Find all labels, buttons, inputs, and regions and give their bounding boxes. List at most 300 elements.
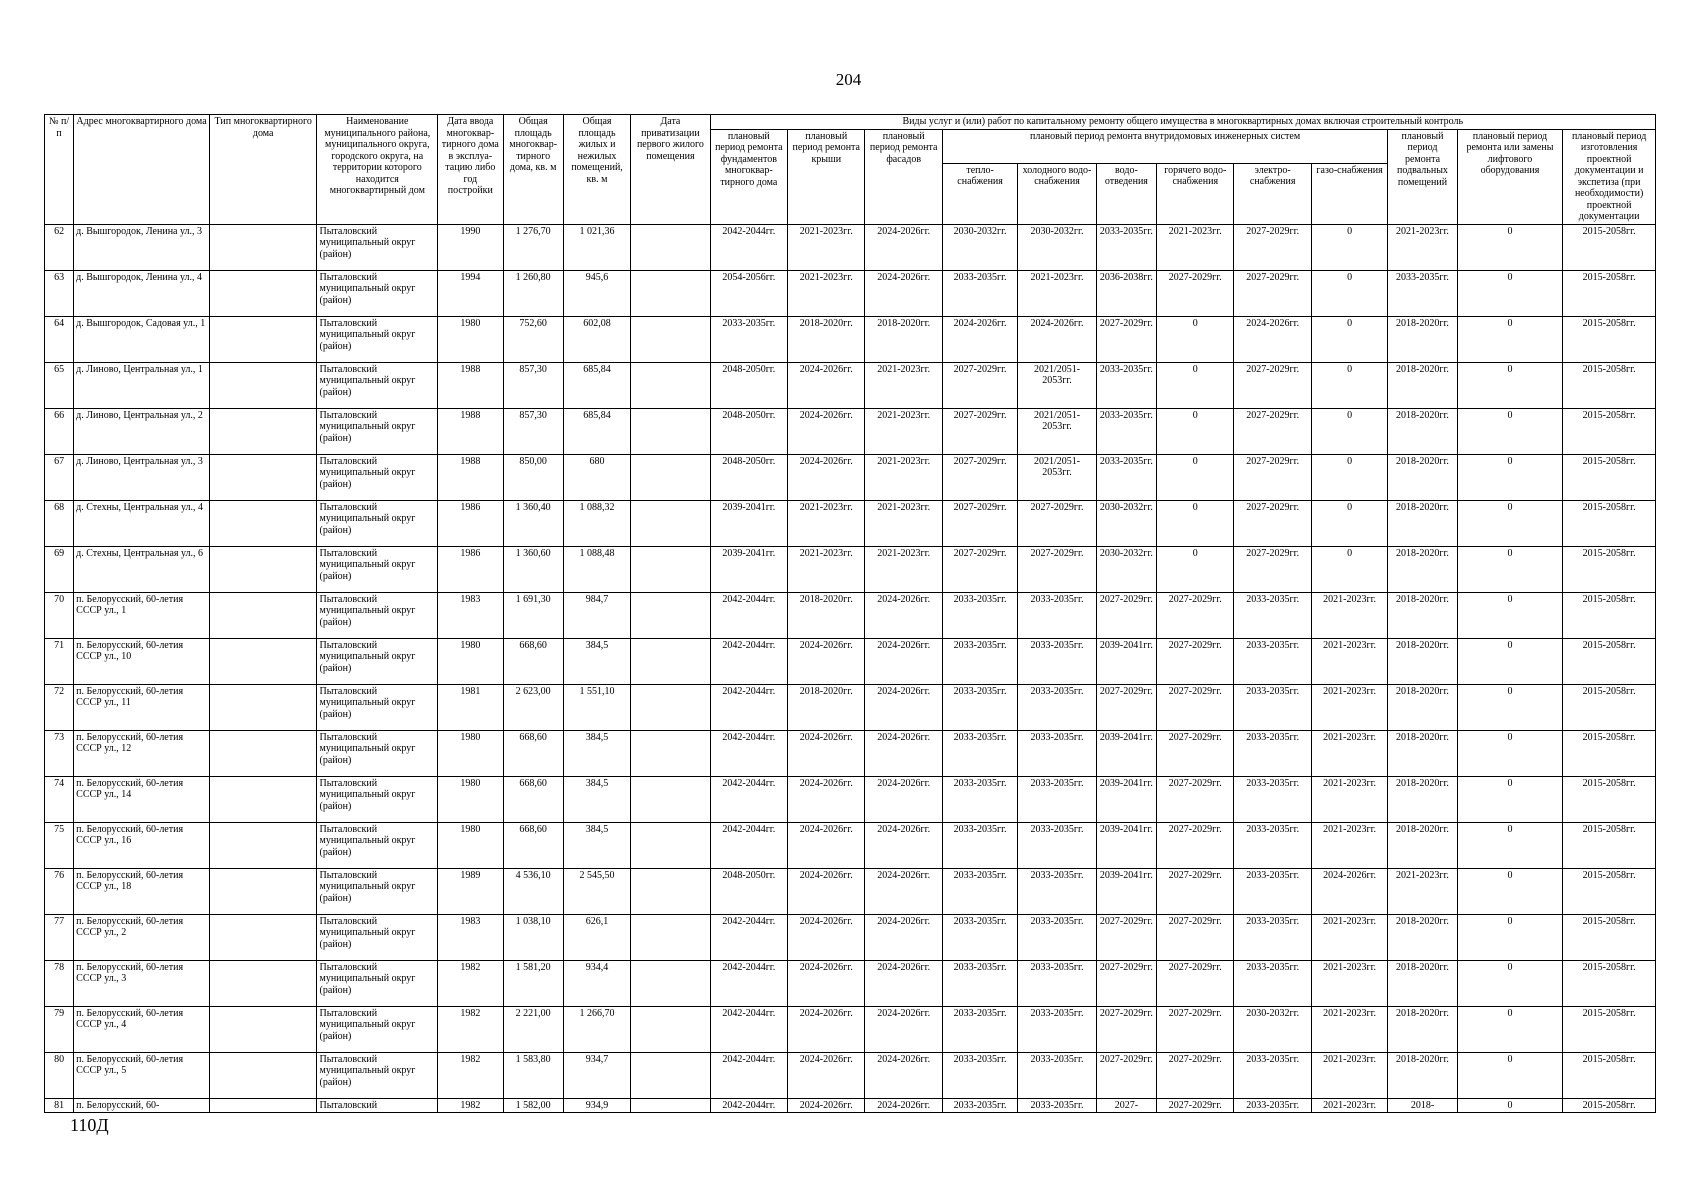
- drainage-cell: 2027-2029гг.: [1096, 592, 1156, 638]
- basement-cell: 2018-2020гг.: [1388, 684, 1457, 730]
- electric-cell: 2033-2035гг.: [1234, 776, 1311, 822]
- table-row: [45, 730, 1656, 776]
- premises-area-cell: 2 545,50: [563, 868, 630, 914]
- header-hot-water: горячего водо-снабжения: [1157, 163, 1234, 224]
- page-number: 204: [835, 70, 862, 89]
- heat-cell: 2033-2035гг.: [942, 1052, 1017, 1098]
- basement-cell: 2018-2020гг.: [1388, 1006, 1457, 1052]
- year-cell: 1989: [438, 868, 503, 914]
- facade-cell: 2024-2026гг.: [865, 914, 942, 960]
- basement-cell: 2018-2020гг.: [1388, 1052, 1457, 1098]
- district-cell: Пыталовский муниципальный округ (район): [317, 592, 438, 638]
- basement-cell: 2018-: [1388, 1098, 1457, 1112]
- year-cell: 1988: [438, 408, 503, 454]
- drainage-cell: 2039-2041гг.: [1096, 776, 1156, 822]
- header-num: № п/п: [45, 115, 74, 225]
- header-systems-group: плановый период ремонта внутридомовых инженерных систем: [942, 129, 1387, 163]
- privatization-cell: [631, 776, 710, 822]
- gas-cell: 0: [1311, 408, 1387, 454]
- elevator-cell: 0: [1457, 1006, 1563, 1052]
- year-cell: 1982: [438, 960, 503, 1006]
- elevator-cell: 0: [1457, 960, 1563, 1006]
- address-cell: п. Белорусский, 60-летия СССР ул., 11: [74, 684, 210, 730]
- roof-cell: 2018-2020гг.: [788, 592, 865, 638]
- header-heat: тепло-снабжения: [942, 163, 1017, 224]
- facade-cell: 2024-2026гг.: [865, 960, 942, 1006]
- year-cell: 1986: [438, 546, 503, 592]
- total-area-cell: 668,60: [503, 730, 563, 776]
- premises-area-cell: 384,5: [563, 822, 630, 868]
- cold-water-cell: 2033-2035гг.: [1018, 1052, 1096, 1098]
- cold-water-cell: 2033-2035гг.: [1018, 592, 1096, 638]
- roof-cell: 2024-2026гг.: [788, 730, 865, 776]
- electric-cell: 2024-2026гг.: [1234, 316, 1311, 362]
- premises-area-cell: 1 021,36: [563, 224, 630, 270]
- district-cell: Пыталовский муниципальный округ (район): [317, 684, 438, 730]
- gas-cell: 0: [1311, 224, 1387, 270]
- row-number: 64: [45, 316, 74, 362]
- basement-cell: 2018-2020гг.: [1388, 592, 1457, 638]
- address-cell: д. Вышгородок, Садовая ул., 1: [74, 316, 210, 362]
- facade-cell: 2024-2026гг.: [865, 868, 942, 914]
- elevator-cell: 0: [1457, 592, 1563, 638]
- elevator-cell: 0: [1457, 270, 1563, 316]
- hot-water-cell: 0: [1157, 500, 1234, 546]
- gas-cell: 2021-2023гг.: [1311, 638, 1387, 684]
- foundation-cell: 2042-2044гг.: [710, 822, 787, 868]
- district-cell: Пыталовский муниципальный округ (район): [317, 546, 438, 592]
- drainage-cell: 2039-2041гг.: [1096, 730, 1156, 776]
- drainage-cell: 2033-2035гг.: [1096, 224, 1156, 270]
- hot-water-cell: 2027-2029гг.: [1157, 684, 1234, 730]
- heat-cell: 2033-2035гг.: [942, 776, 1017, 822]
- basement-cell: 2021-2023гг.: [1388, 224, 1457, 270]
- row-number: 75: [45, 822, 74, 868]
- address-cell: п. Белорусский, 60-летия СССР ул., 5: [74, 1052, 210, 1098]
- gas-cell: 2021-2023гг.: [1311, 592, 1387, 638]
- row-number: 78: [45, 960, 74, 1006]
- gas-cell: 0: [1311, 546, 1387, 592]
- elevator-cell: 0: [1457, 914, 1563, 960]
- facade-cell: 2021-2023гг.: [865, 546, 942, 592]
- address-cell: п. Белорусский, 60-летия СССР ул., 10: [74, 638, 210, 684]
- foundation-cell: 2048-2050гг.: [710, 868, 787, 914]
- heat-cell: 2027-2029гг.: [942, 408, 1017, 454]
- privatization-cell: [631, 1098, 710, 1112]
- address-cell: д. Стехны, Центральная ул., 4: [74, 500, 210, 546]
- header-foundation: плановый период ремонта фундаментов многоквар-тирного дома: [710, 129, 787, 224]
- foundation-cell: 2048-2050гг.: [710, 454, 787, 500]
- electric-cell: 2027-2029гг.: [1234, 500, 1311, 546]
- district-cell: Пыталовский муниципальный округ (район): [317, 960, 438, 1006]
- drainage-cell: 2039-2041гг.: [1096, 638, 1156, 684]
- roof-cell: 2018-2020гг.: [788, 684, 865, 730]
- total-area-cell: 1 582,00: [503, 1098, 563, 1112]
- privatization-cell: [631, 362, 710, 408]
- district-cell: Пыталовский муниципальный округ (район): [317, 1006, 438, 1052]
- premises-area-cell: 984,7: [563, 592, 630, 638]
- row-number: 77: [45, 914, 74, 960]
- heat-cell: 2027-2029гг.: [942, 362, 1017, 408]
- gas-cell: 2021-2023гг.: [1311, 1006, 1387, 1052]
- total-area-cell: 668,60: [503, 638, 563, 684]
- type-cell: [209, 684, 317, 730]
- year-cell: 1980: [438, 316, 503, 362]
- project-docs-cell: 2015-2058гг.: [1563, 362, 1656, 408]
- basement-cell: 2018-2020гг.: [1388, 776, 1457, 822]
- capital-repair-table: [44, 114, 1656, 1113]
- gas-cell: 2021-2023гг.: [1311, 776, 1387, 822]
- electric-cell: 2033-2035гг.: [1234, 1098, 1311, 1112]
- privatization-cell: [631, 638, 710, 684]
- district-cell: Пыталовский муниципальный округ (район): [317, 454, 438, 500]
- table-row: [45, 1006, 1656, 1052]
- facade-cell: 2024-2026гг.: [865, 776, 942, 822]
- drainage-cell: 2027-2029гг.: [1096, 684, 1156, 730]
- heat-cell: 2033-2035гг.: [942, 638, 1017, 684]
- gas-cell: 0: [1311, 454, 1387, 500]
- foundation-cell: 2039-2041гг.: [710, 500, 787, 546]
- year-cell: 1980: [438, 638, 503, 684]
- hot-water-cell: 0: [1157, 454, 1234, 500]
- roof-cell: 2021-2023гг.: [788, 500, 865, 546]
- privatization-cell: [631, 868, 710, 914]
- privatization-cell: [631, 914, 710, 960]
- elevator-cell: 0: [1457, 868, 1563, 914]
- roof-cell: 2024-2026гг.: [788, 454, 865, 500]
- address-cell: п. Белорусский, 60-летия СССР ул., 16: [74, 822, 210, 868]
- table-row: [45, 776, 1656, 822]
- basement-cell: 2018-2020гг.: [1388, 316, 1457, 362]
- elevator-cell: 0: [1457, 408, 1563, 454]
- roof-cell: 2024-2026гг.: [788, 408, 865, 454]
- premises-area-cell: 685,84: [563, 408, 630, 454]
- district-cell: Пыталовский муниципальный округ (район): [317, 1052, 438, 1098]
- roof-cell: 2021-2023гг.: [788, 224, 865, 270]
- header-type: Тип многоквартирного дома: [209, 115, 317, 225]
- facade-cell: 2024-2026гг.: [865, 1052, 942, 1098]
- type-cell: [209, 316, 317, 362]
- roof-cell: 2024-2026гг.: [788, 362, 865, 408]
- type-cell: [209, 914, 317, 960]
- address-cell: п. Белорусский, 60-летия СССР ул., 3: [74, 960, 210, 1006]
- hot-water-cell: 2027-2029гг.: [1157, 776, 1234, 822]
- project-docs-cell: 2015-2058гг.: [1563, 500, 1656, 546]
- drainage-cell: 2039-2041гг.: [1096, 868, 1156, 914]
- premises-area-cell: 602,08: [563, 316, 630, 362]
- table-row: [45, 546, 1656, 592]
- district-cell: Пыталовский муниципальный округ (район): [317, 224, 438, 270]
- district-cell: Пыталовский муниципальный округ (район): [317, 500, 438, 546]
- roof-cell: 2018-2020гг.: [788, 316, 865, 362]
- address-cell: п. Белорусский, 60-летия СССР ул., 2: [74, 914, 210, 960]
- project-docs-cell: 2015-2058гг.: [1563, 822, 1656, 868]
- total-area-cell: 2 221,00: [503, 1006, 563, 1052]
- basement-cell: 2018-2020гг.: [1388, 408, 1457, 454]
- cold-water-cell: 2033-2035гг.: [1018, 822, 1096, 868]
- cold-water-cell: 2033-2035гг.: [1018, 776, 1096, 822]
- elevator-cell: 0: [1457, 546, 1563, 592]
- type-cell: [209, 1098, 317, 1112]
- hot-water-cell: 0: [1157, 362, 1234, 408]
- total-area-cell: 1 276,70: [503, 224, 563, 270]
- header-facade: плановый период ремонта фасадов: [865, 129, 942, 224]
- hot-water-cell: 2027-2029гг.: [1157, 270, 1234, 316]
- address-cell: п. Белорусский, 60-: [74, 1098, 210, 1112]
- total-area-cell: 752,60: [503, 316, 563, 362]
- roof-cell: 2024-2026гг.: [788, 868, 865, 914]
- row-number: 65: [45, 362, 74, 408]
- total-area-cell: 857,30: [503, 362, 563, 408]
- header-commission-date: Дата ввода многоквар-тирного дома в эксплуа-тацию либо год постройки: [438, 115, 503, 225]
- district-cell: Пыталовский муниципальный округ (район): [317, 822, 438, 868]
- cold-water-cell: 2033-2035гг.: [1018, 684, 1096, 730]
- header-district: Наименование муниципального района, муниципального округа, городского округа, на территории которого находится многоквартирный дом: [317, 115, 438, 225]
- hot-water-cell: 2027-2029гг.: [1157, 730, 1234, 776]
- foundation-cell: 2048-2050гг.: [710, 408, 787, 454]
- drainage-cell: 2033-2035гг.: [1096, 408, 1156, 454]
- privatization-cell: [631, 500, 710, 546]
- address-cell: д. Линово, Центральная ул., 2: [74, 408, 210, 454]
- project-docs-cell: 2015-2058гг.: [1563, 868, 1656, 914]
- elevator-cell: 0: [1457, 822, 1563, 868]
- drainage-cell: 2030-2032гг.: [1096, 500, 1156, 546]
- district-cell: Пыталовский муниципальный округ (район): [317, 316, 438, 362]
- address-cell: д. Стехны, Центральная ул., 6: [74, 546, 210, 592]
- basement-cell: 2018-2020гг.: [1388, 362, 1457, 408]
- row-number: 79: [45, 1006, 74, 1052]
- gas-cell: 2021-2023гг.: [1311, 1098, 1387, 1112]
- gas-cell: 2021-2023гг.: [1311, 1052, 1387, 1098]
- project-docs-cell: 2015-2058гг.: [1563, 316, 1656, 362]
- drainage-cell: 2030-2032гг.: [1096, 546, 1156, 592]
- hot-water-cell: 2027-2029гг.: [1157, 914, 1234, 960]
- total-area-cell: 1 583,80: [503, 1052, 563, 1098]
- foundation-cell: 2042-2044гг.: [710, 592, 787, 638]
- cold-water-cell: 2033-2035гг.: [1018, 868, 1096, 914]
- basement-cell: 2018-2020гг.: [1388, 500, 1457, 546]
- header-basement: плановый период ремонта подвальных помещений: [1388, 129, 1457, 224]
- premises-area-cell: 934,9: [563, 1098, 630, 1112]
- facade-cell: 2021-2023гг.: [865, 362, 942, 408]
- row-number: 70: [45, 592, 74, 638]
- type-cell: [209, 730, 317, 776]
- address-cell: п. Белорусский, 60-летия СССР ул., 4: [74, 1006, 210, 1052]
- header-address: Адрес многоквартирного дома: [74, 115, 210, 225]
- total-area-cell: 850,00: [503, 454, 563, 500]
- header-electric: электро-снабжения: [1234, 163, 1311, 224]
- table-row: [45, 822, 1656, 868]
- foundation-cell: 2042-2044гг.: [710, 730, 787, 776]
- header-project-docs: плановый период изготовления проектной документации и экспетиза (при необходимости) проектной документации: [1563, 129, 1656, 224]
- table-row: [45, 270, 1656, 316]
- electric-cell: 2033-2035гг.: [1234, 592, 1311, 638]
- drainage-cell: 2039-2041гг.: [1096, 822, 1156, 868]
- gas-cell: 0: [1311, 270, 1387, 316]
- electric-cell: 2027-2029гг.: [1234, 454, 1311, 500]
- type-cell: [209, 454, 317, 500]
- year-cell: 1980: [438, 730, 503, 776]
- foundation-cell: 2048-2050гг.: [710, 362, 787, 408]
- foundation-cell: 2042-2044гг.: [710, 1098, 787, 1112]
- electric-cell: 2027-2029гг.: [1234, 408, 1311, 454]
- privatization-cell: [631, 592, 710, 638]
- roof-cell: 2024-2026гг.: [788, 638, 865, 684]
- drainage-cell: 2027-2029гг.: [1096, 960, 1156, 1006]
- header-premises-area: Общая площадь жилых и нежилых помещений, кв. м: [563, 115, 630, 225]
- premises-area-cell: 626,1: [563, 914, 630, 960]
- type-cell: [209, 1006, 317, 1052]
- foundation-cell: 2042-2044гг.: [710, 638, 787, 684]
- year-cell: 1986: [438, 500, 503, 546]
- row-number: 66: [45, 408, 74, 454]
- row-number: 81: [45, 1098, 74, 1112]
- elevator-cell: 0: [1457, 362, 1563, 408]
- table-row: [45, 592, 1656, 638]
- heat-cell: 2033-2035гг.: [942, 960, 1017, 1006]
- type-cell: [209, 822, 317, 868]
- project-docs-cell: 2015-2058гг.: [1563, 776, 1656, 822]
- project-docs-cell: 2015-2058гг.: [1563, 454, 1656, 500]
- year-cell: 1980: [438, 776, 503, 822]
- privatization-cell: [631, 546, 710, 592]
- type-cell: [209, 546, 317, 592]
- roof-cell: 2024-2026гг.: [788, 1098, 865, 1112]
- header-roof: плановый период ремонта крыши: [788, 129, 865, 224]
- premises-area-cell: 1 551,10: [563, 684, 630, 730]
- project-docs-cell: 2015-2058гг.: [1563, 684, 1656, 730]
- project-docs-cell: 2015-2058гг.: [1563, 730, 1656, 776]
- address-cell: д. Линово, Центральная ул., 1: [74, 362, 210, 408]
- total-area-cell: 1 360,60: [503, 546, 563, 592]
- project-docs-cell: 2015-2058гг.: [1563, 270, 1656, 316]
- address-cell: д. Вышгородок, Ленина ул., 4: [74, 270, 210, 316]
- heat-cell: 2033-2035гг.: [942, 592, 1017, 638]
- roof-cell: 2021-2023гг.: [788, 270, 865, 316]
- facade-cell: 2024-2026гг.: [865, 224, 942, 270]
- district-cell: Пыталовский муниципальный округ (район): [317, 270, 438, 316]
- year-cell: 1982: [438, 1098, 503, 1112]
- hot-water-cell: 2027-2029гг.: [1157, 822, 1234, 868]
- elevator-cell: 0: [1457, 730, 1563, 776]
- drainage-cell: 2033-2035гг.: [1096, 362, 1156, 408]
- project-docs-cell: 2015-2058гг.: [1563, 1052, 1656, 1098]
- table-row: [45, 500, 1656, 546]
- privatization-cell: [631, 960, 710, 1006]
- basement-cell: 2018-2020гг.: [1388, 638, 1457, 684]
- heat-cell: 2033-2035гг.: [942, 914, 1017, 960]
- foundation-cell: 2042-2044гг.: [710, 914, 787, 960]
- type-cell: [209, 868, 317, 914]
- drainage-cell: 2036-2038гг.: [1096, 270, 1156, 316]
- row-number: 72: [45, 684, 74, 730]
- hot-water-cell: 0: [1157, 546, 1234, 592]
- header-cold-water: холодного водо-снабжения: [1018, 163, 1096, 224]
- year-cell: 1980: [438, 822, 503, 868]
- premises-area-cell: 680: [563, 454, 630, 500]
- facade-cell: 2024-2026гг.: [865, 638, 942, 684]
- basement-cell: 2021-2023гг.: [1388, 868, 1457, 914]
- privatization-cell: [631, 408, 710, 454]
- elevator-cell: 0: [1457, 224, 1563, 270]
- heat-cell: 2030-2032гг.: [942, 224, 1017, 270]
- header-total-area: Общая площадь многоквар-тирного дома, кв. м: [503, 115, 563, 225]
- project-docs-cell: 2015-2058гг.: [1563, 546, 1656, 592]
- electric-cell: 2033-2035гг.: [1234, 1052, 1311, 1098]
- address-cell: п. Белорусский, 60-летия СССР ул., 12: [74, 730, 210, 776]
- basement-cell: 2018-2020гг.: [1388, 822, 1457, 868]
- gas-cell: 2021-2023гг.: [1311, 684, 1387, 730]
- hot-water-cell: 2027-2029гг.: [1157, 868, 1234, 914]
- elevator-cell: 0: [1457, 1098, 1563, 1112]
- table-row: [45, 316, 1656, 362]
- facade-cell: 2024-2026гг.: [865, 684, 942, 730]
- project-docs-cell: 2015-2058гг.: [1563, 1006, 1656, 1052]
- header-gas: газо-снабжения: [1311, 163, 1387, 224]
- hot-water-cell: 2027-2029гг.: [1157, 638, 1234, 684]
- facade-cell: 2021-2023гг.: [865, 500, 942, 546]
- project-docs-cell: 2015-2058гг.: [1563, 1098, 1656, 1112]
- gas-cell: 2024-2026гг.: [1311, 868, 1387, 914]
- total-area-cell: 668,60: [503, 776, 563, 822]
- table-row: [45, 408, 1656, 454]
- year-cell: 1988: [438, 362, 503, 408]
- cold-water-cell: 2033-2035гг.: [1018, 960, 1096, 1006]
- drainage-cell: 2027-: [1096, 1098, 1156, 1112]
- project-docs-cell: 2015-2058гг.: [1563, 914, 1656, 960]
- row-number: 62: [45, 224, 74, 270]
- hot-water-cell: 0: [1157, 316, 1234, 362]
- privatization-cell: [631, 730, 710, 776]
- cold-water-cell: 2033-2035гг.: [1018, 1098, 1096, 1112]
- total-area-cell: 1 581,20: [503, 960, 563, 1006]
- type-cell: [209, 776, 317, 822]
- year-cell: 1988: [438, 454, 503, 500]
- project-docs-cell: 2015-2058гг.: [1563, 592, 1656, 638]
- foundation-cell: 2042-2044гг.: [710, 776, 787, 822]
- electric-cell: 2027-2029гг.: [1234, 362, 1311, 408]
- premises-area-cell: 934,4: [563, 960, 630, 1006]
- cold-water-cell: 2021/2051-2053гг.: [1018, 454, 1096, 500]
- year-cell: 1983: [438, 914, 503, 960]
- project-docs-cell: 2015-2058гг.: [1563, 408, 1656, 454]
- elevator-cell: 0: [1457, 454, 1563, 500]
- gas-cell: 2021-2023гг.: [1311, 960, 1387, 1006]
- electric-cell: 2033-2035гг.: [1234, 822, 1311, 868]
- premises-area-cell: 1 088,48: [563, 546, 630, 592]
- total-area-cell: 1 360,40: [503, 500, 563, 546]
- year-cell: 1982: [438, 1006, 503, 1052]
- type-cell: [209, 1052, 317, 1098]
- cold-water-cell: 2033-2035гг.: [1018, 730, 1096, 776]
- address-cell: п. Белорусский, 60-летия СССР ул., 14: [74, 776, 210, 822]
- heat-cell: 2033-2035гг.: [942, 868, 1017, 914]
- foundation-cell: 2042-2044гг.: [710, 1006, 787, 1052]
- district-cell: Пыталовский муниципальный округ (район): [317, 362, 438, 408]
- address-cell: д. Линово, Центральная ул., 3: [74, 454, 210, 500]
- project-docs-cell: 2015-2058гг.: [1563, 224, 1656, 270]
- heat-cell: 2033-2035гг.: [942, 1098, 1017, 1112]
- foundation-cell: 2054-2056гг.: [710, 270, 787, 316]
- total-area-cell: 1 691,30: [503, 592, 563, 638]
- electric-cell: 2033-2035гг.: [1234, 638, 1311, 684]
- header-drainage: водо-отведения: [1096, 163, 1156, 224]
- facade-cell: 2021-2023гг.: [865, 454, 942, 500]
- elevator-cell: 0: [1457, 776, 1563, 822]
- district-cell: Пыталовский муниципальный округ (район): [317, 408, 438, 454]
- basement-cell: 2018-2020гг.: [1388, 546, 1457, 592]
- district-cell: Пыталовский муниципальный округ (район): [317, 638, 438, 684]
